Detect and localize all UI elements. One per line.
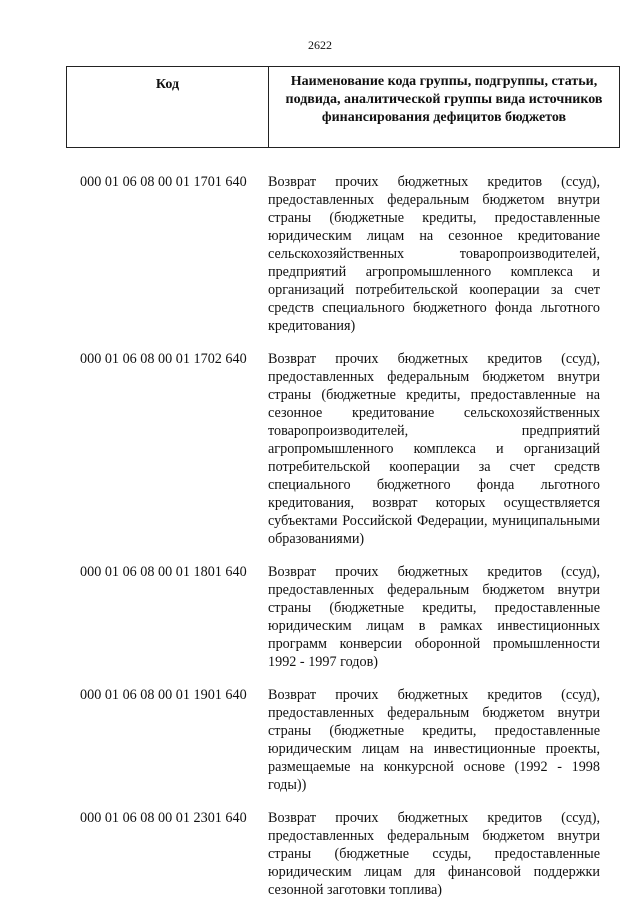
list-item [80,686,600,794]
page-number: 2622 [308,38,332,52]
entry-description: Возврат прочих бюджетных кредитов (ссуд), предоставленных федеральным бюджетом внутри страны (бюджетные кредиты, предоставленные на сезонное кредитование сельскохозяйственных товаропроизводителей, предприятий агропромышленного комплекса и организаций потребительской кооперации за счет средств специального бюджетного фонда льготного кредитования, возврат которых осуществляется субъектами Российской Федерации, муниципальными образованиями) [268,351,600,547]
list-item [80,563,600,671]
entry-code: 000 01 06 08 00 01 1702 640 [80,351,247,367]
entry-description: Возврат прочих бюджетных кредитов (ссуд), предоставленных федеральным бюджетом внутри страны (бюджетные ссуды, предоставленные юридическим лицам для финансовой поддержки сезонной заготовки топлива) [268,810,600,898]
header-code-column: Код [67,67,269,147]
entry-code: 000 01 06 08 00 01 1801 640 [80,564,247,580]
list-item [80,809,600,899]
entry-description: Возврат прочих бюджетных кредитов (ссуд), предоставленных федеральным бюджетом внутри страны (бюджетные кредиты, предоставленные юридическим лицам на сезонное кредитование сельскохозяйственных товаропроизводителей, предприятий агропромышленного комплекса и организаций потребительской кооперации за счет средств специального бюджетного фонда льготного кредитования) [268,174,600,334]
entries-list [80,173,600,914]
list-item [80,350,600,548]
header-name-column: Наименование кода группы, подгруппы, статьи, подвида, аналитической группы вида источников финансирования дефицитов бюджетов [285,74,603,125]
entry-description: Возврат прочих бюджетных кредитов (ссуд), предоставленных федеральным бюджетом внутри страны (бюджетные кредиты, предоставленные юридическим лицам в рамках инвестиционных программ конверсии оборонной промышленности 1992 - 1997 годов) [268,564,600,670]
entry-code: 000 01 06 08 00 01 2301 640 [80,810,247,826]
entry-code: 000 01 06 08 00 01 1901 640 [80,687,247,703]
entry-description: Возврат прочих бюджетных кредитов (ссуд), предоставленных федеральным бюджетом внутри страны (бюджетные кредиты, предоставленные юридическим лицам на инвестиционные проекты, размещаемые на конкурсной основе (1992 - 1998 годы)) [268,687,600,793]
table-header [66,66,620,148]
list-item [80,173,600,335]
entry-code: 000 01 06 08 00 01 1701 640 [80,174,247,190]
